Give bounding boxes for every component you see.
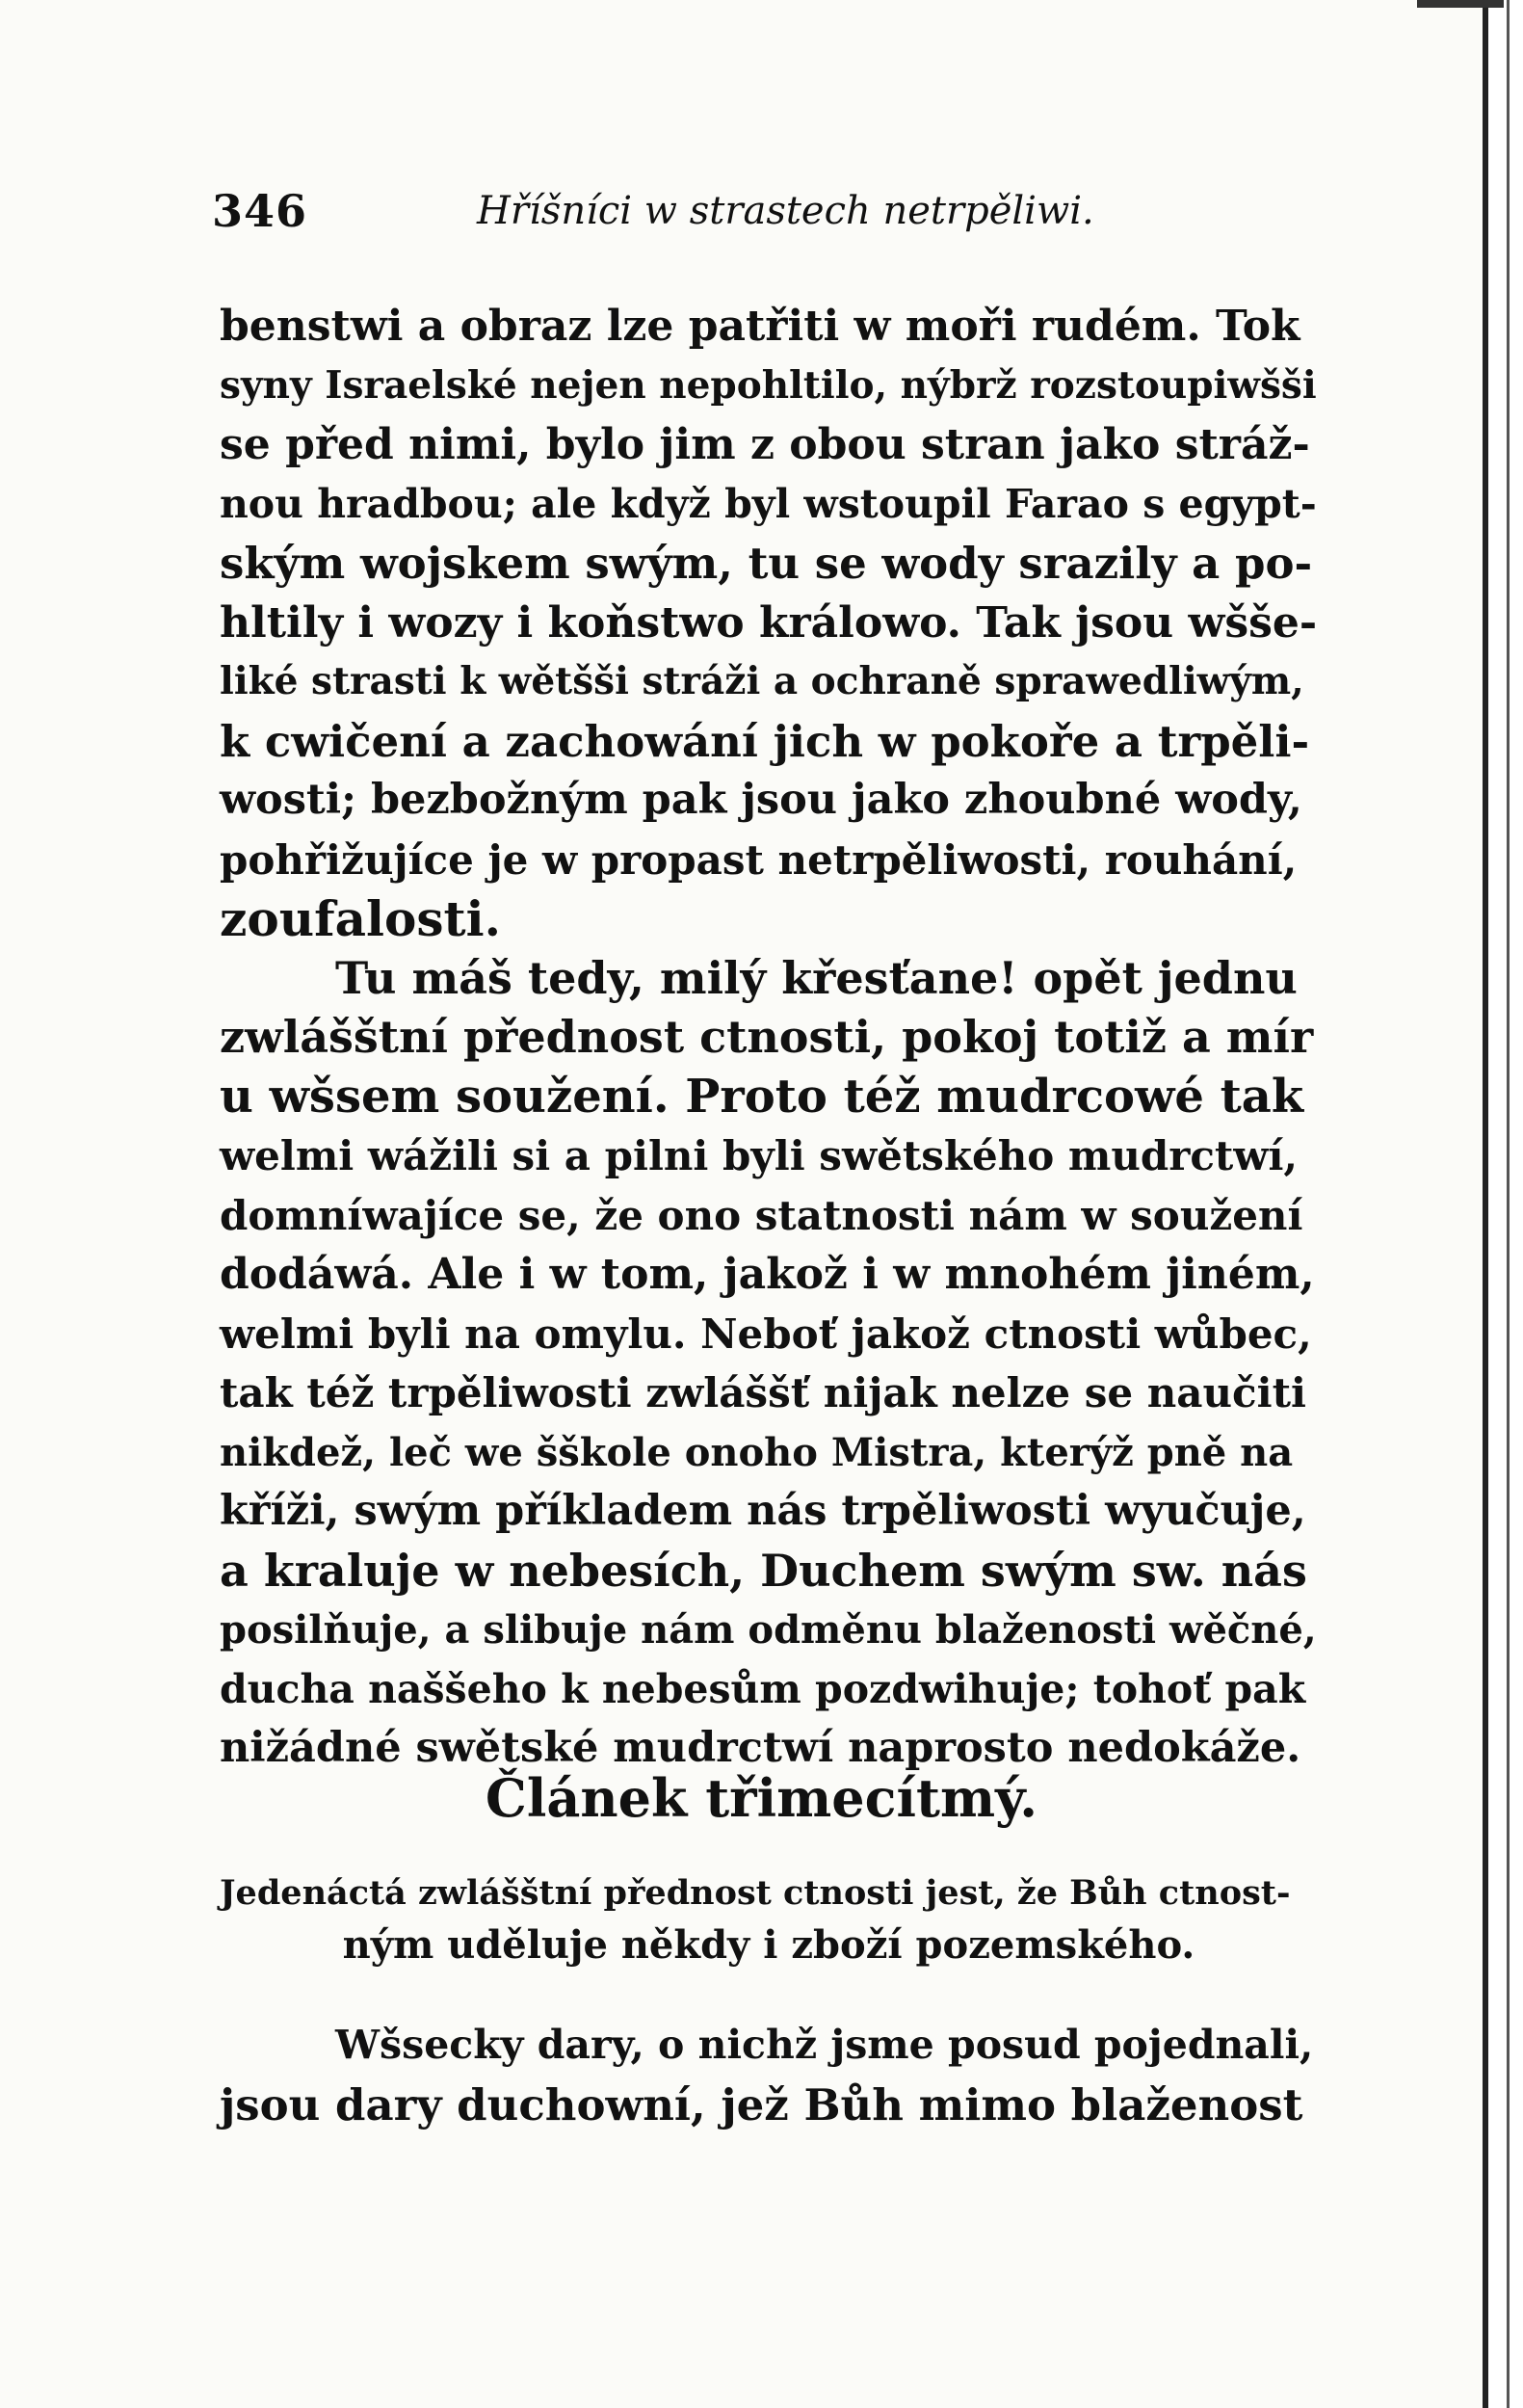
text-line: syny Israelské nejen nepohltilo, nýbrž rozstoupiwšši (220, 362, 1317, 408)
text-line: Tu máš tedy, milý křesťane! opět jednu (335, 951, 1298, 1004)
text-line: zoufalosti. (220, 890, 501, 947)
book-edge (1483, 0, 1523, 2408)
text-line: tak též trpěliwosti zwláššť nijak nelze se naučiti (220, 1369, 1306, 1416)
chapter-title: Článek třimecítmý. (485, 1767, 1038, 1829)
text-line: welmi byli na omylu. Neboť jakož ctnosti wůbec, (220, 1310, 1312, 1358)
text-line: posilňuje, a slibuje nám odměnu blaženosti wěčné, (220, 1607, 1317, 1653)
text-line: pohřižujíce je w propast netrpěliwosti, rouhání, (220, 835, 1298, 884)
text-line: nikdež, leč we šškole onoho Mistra, kterýž pně na (220, 1429, 1294, 1475)
text-line: u wšsem soužení. Proto též mudrcowé tak (220, 1069, 1304, 1124)
text-line: Wšsecky dary, o nichž jsme posud pojednali, (335, 2022, 1314, 2068)
paragraph-block (220, 2016, 1318, 2134)
subtitle-line: ným uděluje někdy i zboží pozemského. (342, 1922, 1195, 1968)
text-line: hltily i wozy i koňstwo králowo. Tak jsou wšše- (220, 597, 1318, 648)
text-line: ducha naššeho k nebesům pozdwihuje; tohoť pak (220, 1665, 1306, 1712)
text-line: kříži, swým příkladem nás trpěliwosti wyučuje, (220, 1487, 1306, 1535)
running-head: Hříšníci w strastech netrpěliwi. (477, 189, 1094, 233)
text-line: nou hradbou; ale když byl wstoupil Farao s egypt- (220, 480, 1317, 527)
text-line: benstwi a obraz lze patřiti w moři rudém. Tok (220, 302, 1300, 351)
page-number: 346 (212, 185, 308, 237)
chapter-subtitle (220, 1867, 1318, 1971)
text-line: ským wojskem swým, tu se wody srazily a po- (220, 538, 1313, 589)
book-edge-line (1507, 0, 1510, 2408)
text-line: welmi wážili si a pilni byli swětského mudrctwí, (220, 1132, 1299, 1179)
text-line: jsou dary duchowní, jež Bůh mimo blaženost (220, 2078, 1303, 2130)
text-line: se před nimi, bylo jim z obou stran jako stráž- (220, 420, 1310, 469)
text-line: a kraluje w nebesích, Duchem swým sw. nás (220, 1544, 1307, 1597)
text-line: nižádné swětské mudrctwí naprosto nedokáže. (220, 1724, 1301, 1772)
subtitle-line: Jedenáctá zwlášštní přednost ctnosti jest, že Bůh ctnost- (220, 1873, 1291, 1913)
text-line: liké strasti k wětšši stráži a ochraně sprawedliwým, (220, 659, 1304, 703)
text-line: dodáwá. Ale i w tom, jakož i w mnohém jiném, (220, 1250, 1315, 1299)
paragraph-block (220, 297, 1318, 1779)
text-line: zwlášštní přednost ctnosti, pokoj totiž a mír (220, 1011, 1314, 1063)
text-line: domníwajíce se, že ono statnosti nám w soužení (220, 1191, 1303, 1239)
top-edge-mark (1417, 0, 1504, 8)
page-header (212, 185, 1349, 243)
text-line: k cwičení a zachowání jich w pokoře a trpěli- (220, 715, 1310, 767)
text-line: wosti; bezbožným pak jsou jako zhoubné wody, (220, 776, 1302, 824)
